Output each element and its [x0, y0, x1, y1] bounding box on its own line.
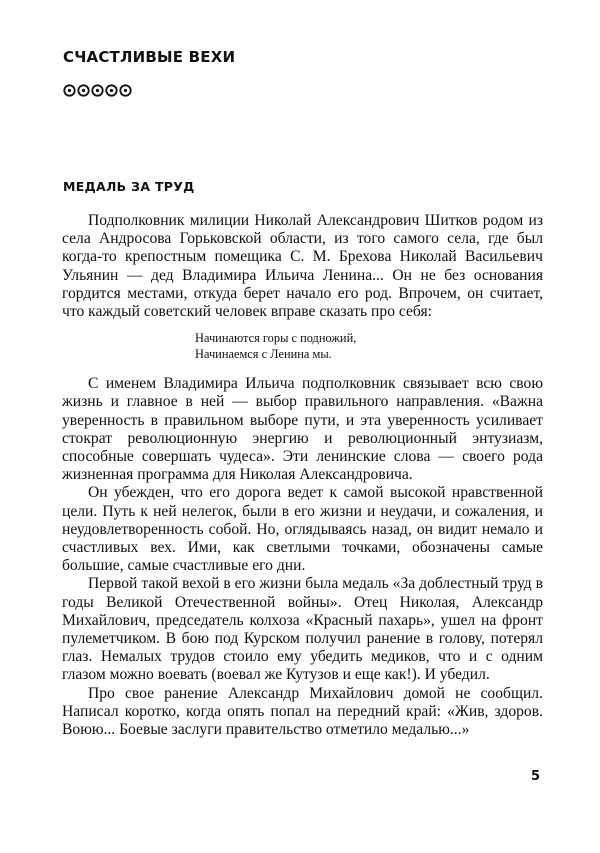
ornament-circle-icon: [91, 84, 104, 97]
article-body: [62, 212, 543, 739]
page-number: 5: [531, 769, 541, 784]
circles-ornament: [63, 84, 132, 97]
section-title: СЧАСТЛИВЫЕ ВЕХИ: [63, 48, 236, 66]
paragraph: Первой такой вехой в его жизни была медаль «За доблестный труд в годы Великой Отечественной войны». Отец Николая, Александр Михайлович, председатель колхоза «Красный пахарь», ушел на фронт пулеметчиком. В бою под Курском получил ранение в голову, потерял глаз. Немалых трудов стоило ему убедить медиков, что и с одним глазом можно воевать (воевал же Кутузов и еще как!). И убедил.: [62, 575, 543, 684]
paragraph: С именем Владимира Ильича подполковник связывает всю свою жизнь и главное в ней — выбор правильного направления. «Важна уверенность в правильном выборе пути, и эта уверенность усиливает стократ революционную энергию и революционный энтузиазм, способные совершать чудеса». Эти ленинские слова — своего рода жизненная программа для Николая Александровича.: [62, 375, 543, 484]
ornament-circle-icon: [119, 84, 132, 97]
ornament-circle-icon: [63, 84, 76, 97]
poem-line: Начинаемся с Ленина мы.: [195, 347, 332, 362]
paragraph: Он убежден, что его дорога ведет к самой высокой нравственной цели. Путь к ней нелегок, были в его жизни и неудачи, и сожаления, и неудовлетворенность собой. Но, оглядываясь назад, он видит немало и счастливых вех. Ими, как светлыми точками, обозначены самые большие, самые счастливые его дни.: [62, 484, 543, 575]
article-title: МЕДАЛЬ ЗА ТРУД: [63, 179, 195, 194]
paragraph: Подполковник милиции Николай Александрович Шитков родом из села Андросова Горьковской области, из того самого села, где был когда-то крепостным помещика С. М. Брехова Николай Васильевич Ульянин — дед Владимира Ильича Ленина... Он не без основания гордится местами, откуда берет начало его род. Впрочем, он считает, что каждый советский человек вправе сказать про себя:: [62, 212, 543, 321]
poem-line: Начинаются горы с подножий,: [195, 331, 357, 346]
ornament-circle-icon: [77, 84, 90, 97]
ornament-circle-icon: [105, 84, 118, 97]
epigraph-poem: [195, 330, 543, 362]
paragraph: Про свое ранение Александр Михайлович домой не сообщил. Написал коротко, когда опять попал на передний край: «Жив, здоров. Воюю... Боевые заслуги правительство отметило медалью...»: [62, 684, 543, 739]
